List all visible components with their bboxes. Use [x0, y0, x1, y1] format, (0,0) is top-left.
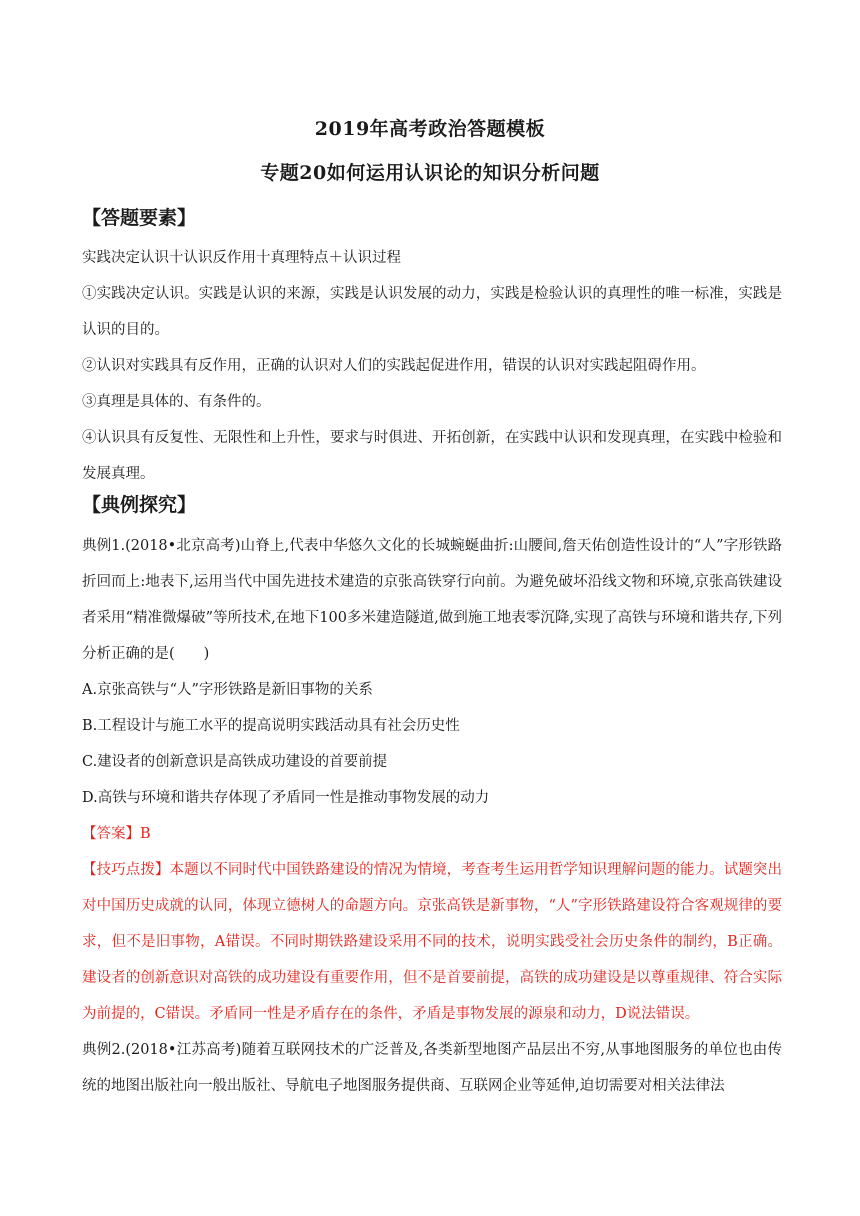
answer-elements-item-3: ③真理是具体的、有条件的。 [82, 394, 271, 410]
tip-label: 【技巧点拨】 [82, 862, 170, 878]
example-1-option-c: C.建设者的创新意识是高铁成功建设的首要前提 [82, 754, 388, 770]
answer-elements-item-1: ①实践决定认识。实践是认识的来源，实践是认识发展的动力，实践是检验认识的真理性的唯一标准，实践是认识的目的。 [82, 286, 782, 338]
example-1-option-b: B.工程设计与施工水平的提高说明实践活动具有社会历史性 [82, 718, 460, 734]
example-1-answer [82, 816, 782, 852]
answer-value: B [140, 826, 151, 842]
example-1-option-d: D.高铁与环境和谐共存体现了矛盾同一性是推动事物发展的动力 [82, 790, 490, 806]
answer-label: 【答案】 [82, 826, 140, 842]
example-1-tip [82, 852, 782, 1032]
tip-text: 本题以不同时代中国铁路建设的情况为情境，考查考生运用哲学知识理解问题的能力。试题突出对中国历史成就的认同，体现立德树人的命题方向。京张高铁是新事物，“人”字形铁路建设符合客观规律的要求，但不是旧事物，A错误。不同时期铁路建设采用不同的技术，说明实践受社会历史条件的制约，B正确。建设者的创新意识对高铁的成功建设有重要作用，但不是首要前提，高铁的成功建设是以尊重规律、符合实际为前提的，C错误。矛盾同一性是矛盾存在的条件，矛盾是事物发展的源泉和动力，D说法错误。 [82, 862, 783, 1022]
answer-elements-item-4: ④认识具有反复性、无限性和上升性，要求与时俱进、开拓创新，在实践中认识和发现真理，在实践中检验和发展真理。 [82, 430, 782, 482]
example-2-question: 典例2.(2018•江苏高考)随着互联网技术的广泛普及,各类新型地图产品层出不穷,从事地图服务的单位也由传统的地图出版社向一般出版社、导航电子地图服务提供商、互联网企业等延伸,迫切需要对相关法律法 [82, 1042, 782, 1094]
example-1-question: 典例1.(2018•北京高考)山脊上,代表中华悠久文化的长城蜿蜒曲折:山腰间,詹天佑创造性设计的“人”字形铁路折回而上:地表下,运用当代中国先进技术建造的京张高铁穿行向前。为避免破坏沿线文物和环境,京张高铁建设者采用“精准微爆破”等所技术,在地下100多米建造隧道,做到施工地表零沉降,实现了高铁与环境和谐共存,下列分析正确的是( ) [82, 538, 782, 662]
answer-elements-item-2: ②认识对实践具有反作用，正确的认识对人们的实践起促进作用，错误的认识对实践起阻碍作用。 [82, 358, 706, 374]
answer-elements-summary: 实践决定认识十认识反作用十真理特点＋认识过程 [82, 250, 401, 266]
section-heading-examples: 【典例探究】 [82, 494, 197, 516]
example-1-option-a: A.京张高铁与“人”字形铁路是新旧事物的关系 [82, 682, 373, 698]
section-heading-answer-elements: 【答题要素】 [82, 207, 197, 229]
document-title: 2019年高考政治答题模板 [314, 118, 546, 140]
document-subtitle: 专题20如何运用认识论的知识分析问题 [260, 162, 600, 184]
